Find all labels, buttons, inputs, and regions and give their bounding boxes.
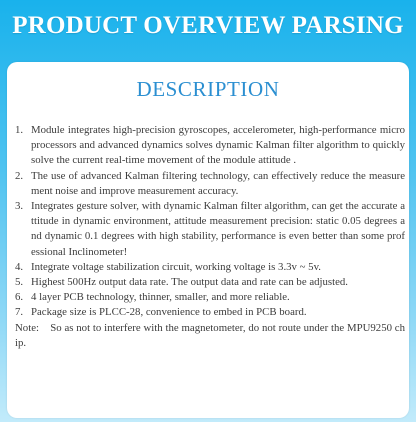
item-number: 7. — [15, 306, 24, 319]
item-number: 5. — [15, 276, 24, 289]
list-item — [15, 260, 405, 275]
banner-title: PRODUCT OVERVIEW PARSING — [12, 12, 404, 39]
item-text: Package size is PLCC-28, convenience to embed in PCB board. — [31, 306, 307, 319]
description-list — [15, 123, 405, 351]
item-text: Module integrates high-precision gyroscopes, accelerometer, high-performance microprocessors and advanced dynamics solves dynamic Kalman filter algorithm to quickly solve the current real-time movement of the module attitude . — [31, 124, 405, 167]
list-item — [15, 123, 405, 169]
item-number: 4. — [15, 260, 24, 273]
note-text: Note: So as not to interfere with the magnetometer, do not route under the MPU9250 chip. — [15, 321, 405, 349]
description-card — [7, 62, 409, 418]
item-text: 4 layer PCB technology, thinner, smaller, and more reliable. — [31, 291, 290, 304]
item-text: Integrates gesture solver, with dynamic Kalman filter algorithm, can get the accurate attitude in dynamic environment, attitude measurement precision: static 0.05 degrees and dynamic 0.1 degrees with high stability, performance is even better than some professional Inclinometer! — [31, 200, 405, 258]
item-number: 1. — [15, 124, 24, 136]
list-item — [15, 290, 405, 305]
list-item — [15, 199, 405, 260]
description-heading: DESCRIPTION — [136, 77, 280, 101]
note-item — [15, 321, 405, 351]
list-item — [15, 275, 405, 290]
item-text: Integrate voltage stabilization circuit, working voltage is 3.3v ~ 5v. — [31, 260, 321, 273]
list-item — [15, 305, 405, 320]
list-item — [15, 169, 405, 199]
item-number: 3. — [15, 200, 24, 213]
item-number: 2. — [15, 169, 24, 182]
item-number: 6. — [15, 291, 24, 304]
item-text: The use of advanced Kalman filtering technology, can effectively reduce the measurement noise and improve measurement accuracy. — [31, 169, 405, 197]
item-text: Highest 500Hz output data rate. The output data and rate can be adjusted. — [31, 276, 349, 289]
